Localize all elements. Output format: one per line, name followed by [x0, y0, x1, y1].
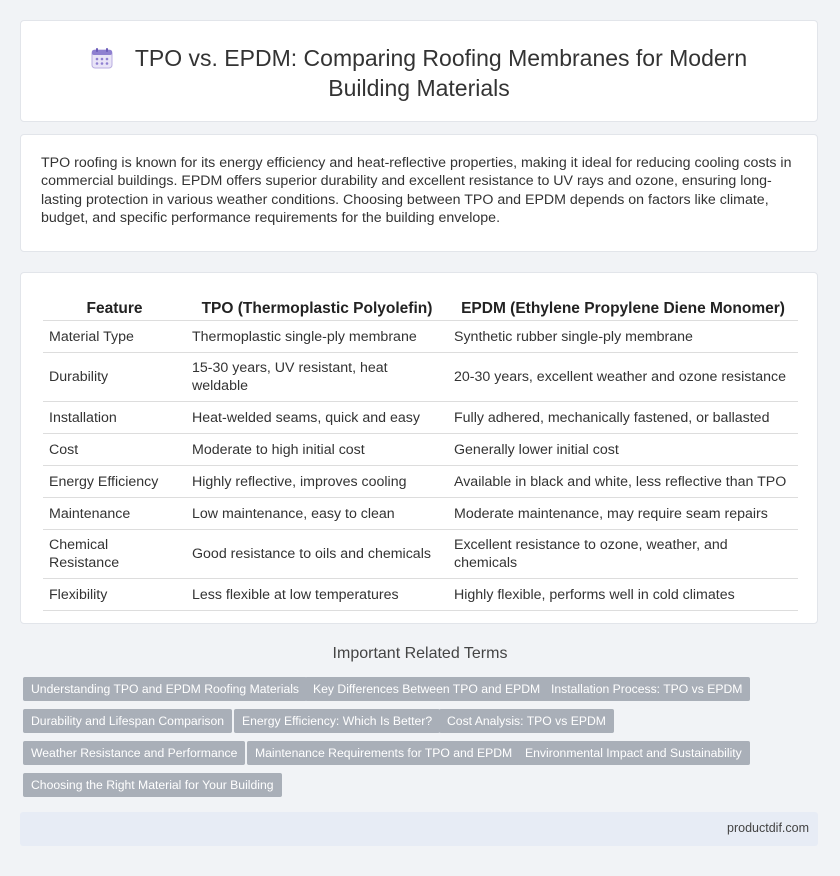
row-tpo: Highly reflective, improves cooling — [186, 466, 448, 498]
related-term-link[interactable]: Maintenance Requirements for TPO and EPDM — [247, 741, 520, 765]
page-title-line2: Building Materials — [328, 75, 510, 101]
page-title — [21, 43, 817, 103]
related-term-link[interactable]: Installation Process: TPO vs EPDM — [543, 677, 750, 701]
intro-card — [20, 134, 818, 252]
row-epdm: Highly flexible, performs well in cold climates — [448, 579, 798, 611]
related-term-link[interactable]: Choosing the Right Material for Your Building — [23, 773, 282, 797]
row-feature: Maintenance — [43, 498, 186, 530]
related-terms-title: Important Related Terms — [332, 645, 508, 662]
row-tpo: 15-30 years, UV resistant, heat weldable — [186, 353, 448, 402]
table-row — [43, 466, 798, 498]
row-tpo: Less flexible at low temperatures — [186, 579, 448, 611]
related-term-link[interactable]: Durability and Lifespan Comparison — [23, 709, 232, 733]
table-row — [43, 498, 798, 530]
table-row — [43, 353, 798, 402]
row-feature: Cost — [43, 434, 186, 466]
related-term-link[interactable]: Understanding TPO and EPDM Roofing Materials — [23, 677, 307, 701]
table-row — [43, 402, 798, 434]
row-feature: Chemical Resistance — [43, 530, 186, 579]
row-epdm: Synthetic rubber single-ply membrane — [448, 321, 798, 353]
related-term-link[interactable]: Energy Efficiency: Which Is Better? — [234, 709, 440, 733]
table-row — [43, 579, 798, 611]
related-term-link[interactable]: Cost Analysis: TPO vs EPDM — [439, 709, 614, 733]
row-epdm: Fully adhered, mechanically fastened, or ballasted — [448, 402, 798, 434]
row-feature: Flexibility — [43, 579, 186, 611]
header-card — [20, 20, 818, 122]
comparison-table-card — [20, 272, 818, 624]
related-term-link[interactable]: Key Differences Between TPO and EPDM — [305, 677, 548, 701]
table-header-row — [43, 295, 798, 321]
row-feature: Installation — [43, 402, 186, 434]
row-tpo: Moderate to high initial cost — [186, 434, 448, 466]
related-term-link[interactable]: Weather Resistance and Performance — [23, 741, 245, 765]
row-tpo: Good resistance to oils and chemicals — [186, 530, 448, 579]
row-epdm: Moderate maintenance, may require seam repairs — [448, 498, 798, 530]
table-row — [43, 530, 798, 579]
comparison-table — [43, 295, 798, 611]
row-tpo: Low maintenance, easy to clean — [186, 498, 448, 530]
page-title-line1: TPO vs. EPDM: Comparing Roofing Membranes for Modern — [134, 45, 748, 71]
row-epdm: 20-30 years, excellent weather and ozone resistance — [448, 353, 798, 402]
footer-site-name[interactable]: productdif.com — [727, 821, 809, 835]
header-tpo: TPO (Thermoplastic Polyolefin) — [186, 295, 448, 321]
row-feature: Durability — [43, 353, 186, 402]
footer — [20, 812, 818, 846]
table-row — [43, 321, 798, 353]
row-tpo: Heat-welded seams, quick and easy — [186, 402, 448, 434]
row-epdm: Generally lower initial cost — [448, 434, 798, 466]
header-epdm: EPDM (Ethylene Propylene Diene Monomer) — [448, 295, 798, 321]
calendar-icon — [91, 47, 113, 69]
row-feature: Material Type — [43, 321, 186, 353]
intro-paragraph: TPO roofing is known for its energy efficiency and heat-reflective properties, making it ideal for reducing cooling costs in commercial buildings. EPDM offers superior durability and excellent resistance to UV rays and ozone, ensuring long-lasting protection in various weather conditions. Choosing between TPO and EPDM depends on factors like climate, budget, and specific performance requirements for the building envelope. — [41, 155, 792, 227]
header-feature: Feature — [43, 295, 186, 321]
related-term-link[interactable]: Environmental Impact and Sustainability — [517, 741, 750, 765]
table-row — [43, 434, 798, 466]
row-tpo: Thermoplastic single-ply membrane — [186, 321, 448, 353]
row-epdm: Excellent resistance to ozone, weather, and chemicals — [448, 530, 798, 579]
row-epdm: Available in black and white, less reflective than TPO — [448, 466, 798, 498]
row-feature: Energy Efficiency — [43, 466, 186, 498]
